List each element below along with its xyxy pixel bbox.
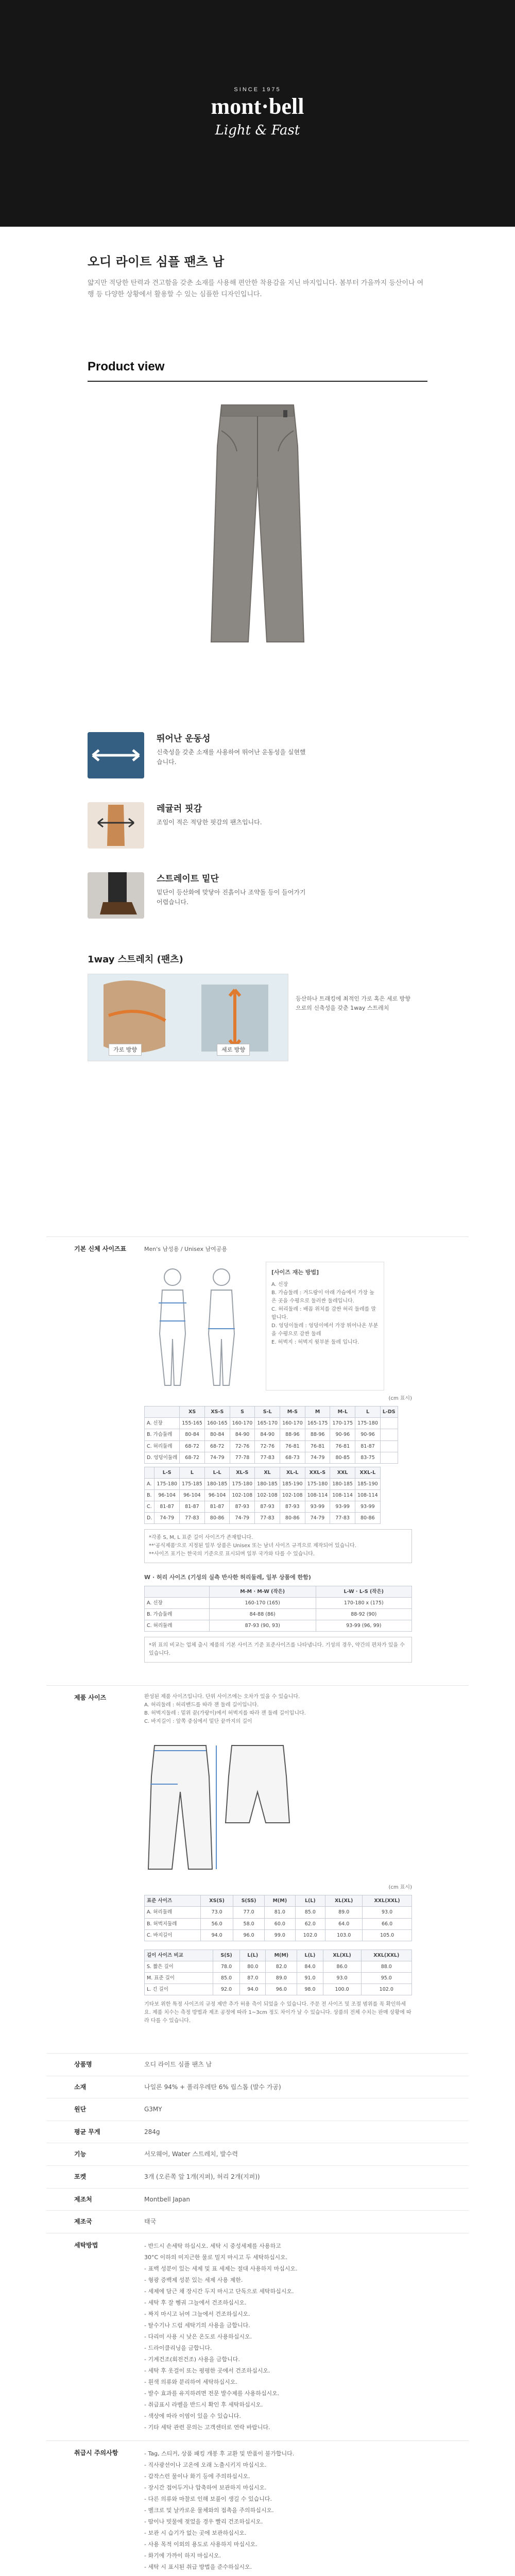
feature-title: 스트레이트 밑단 xyxy=(157,873,219,884)
stretch-title: 1way 스트레치 (팬츠) xyxy=(88,954,183,965)
table-row: S. 짧은 길이 78.0 80.0 82.0 84.0 86.0 88.0 xyxy=(145,1961,412,1972)
straight-hem-icon xyxy=(88,872,144,919)
stretch-desc: 등산하나 트래킹에 최적인 가로 혹은 세로 방향으로의 신축성을 갖춘 1way 스트레치 xyxy=(296,995,410,1012)
table-row: C. 허리둘레 87-93 (90, 93) 93-99 (96, 99) xyxy=(145,1620,412,1632)
table-row: B. 가슴둘레 84-88 (86) 88-92 (90) xyxy=(145,1609,412,1620)
wash-list: - 반드시 손세탁 하십시오. 세탁 시 중성세제를 사용하고 30°C 이하의 미지근한 물로 밀지 마시고 두 세탁하십시오. - 표백 성분이 있는 세제 및 표 세제는 절대 사용하지 마십시오. - 형광 증백제 성분 있는 세제 사용 제한. - 세제에 담근 채 장시간 두지 마시고 단독으로 세탁하십시오. - 세탁 후 잘 헹궈 그늘에서 건조하십시오. - 짜지 마시고 뉘여 그늘에서 건조하십시오. - 탈수기나 드럼 세탁기의 사용을 금합니다. - 다리미 사용 시 낮은 온도로 사용하십시오. - 드라이클리닝을 금합니다. - 기계건조(회전건조) 사용을 금합니다. - 세탁 후 옷걸이 또는 평평한 곳에서 건조하십시오. - 흰색 의류와 분리하여 세탁하십시오. - 발수 효과를 유지하려면 전문 발수제를 사용하십시오. - 취급표시 라벨을 반드시 확인 후 세탁하십시오. - 색상에 따라 이염이 있을 수 있습니다. - 기타 세탁 관련 문의는 고객센터로 연락 바랍니다. xyxy=(144,2242,298,2431)
product-size-notes: 기타보 위한 특정 사이즈의 규정 제반 추가 허용 측이 되었을 수 있습니다. 주문 전 사이즈 및 조절 범위를 꼭 확인하세요. 제품 치수는 측정 방법과 제조 공정에 따라 1~3cm 정도 차이가 날 수 있습니다. 상품의 전체 수치는 판매 상황에 따라 다를 수 있습니다. xyxy=(144,2002,411,2024)
body-size-table-1: XS XS-S S S-L M-S M M-L L L-DS A. 신장 155-165 160-165 160-170 165-170 160-170 165-175 170-175 175-180 B. 가슴둘레 80-84 80-84 84-90 84-90 88-96 88-96 90-96 90-96 C. 허리둘레 68-72 68-72 72-76 72-76 76-81 76-81 76-81 81-87 D. 엉덩이둘레 68-72 74-79 77-78 77-83 68-73 74-79 80-85 83-75 xyxy=(144,1406,398,1463)
brand-tagline: Light & Fast xyxy=(215,123,300,139)
info-row: 원단 G3MY xyxy=(46,2098,469,2121)
feature-desc: 조임이 적은 적당한 핏감의 팬츠입니다. xyxy=(157,818,262,826)
spec-section xyxy=(0,1236,515,2576)
product-title: 오디 라이트 심플 팬츠 남 xyxy=(88,255,225,269)
table-row: A. 신장 155-165 160-165 160-170 165-170 160-170 165-175 170-175 175-180 xyxy=(145,1418,398,1429)
measure-guide-title: [사이즈 재는 방법] xyxy=(271,1269,319,1276)
features-section xyxy=(0,670,515,919)
table-row: A. 175-180 175-185 180-185 175-180 180-185 185-190 175-180 180-185 185-190 xyxy=(145,1478,381,1489)
product-size-row: 제품 사이즈 완성된 제품 사이즈입니다. 단위 사이즈에는 오차가 있을 수 있습니다. A. 허리둘레 : 허리밴드를 따라 잰 둘레 길이입니다. B. 허벅지둘레 : 밑위 끝(가랑이)에서 허벅지를 따라 잰 둘레 길이입니다. C. 바지길이 : 앞쪽 중심에서 밑단 끝까지의 길이 (cm 표시) 표준 사이즈 XS(S) S(SS) M(M) L(L) XL(XL) XXL(XXL) A. 허리둘레 73.0 77.0 81.0 85.0 89.0 93.0 B. 허벅지둘레 56.0 58.0 60.0 62.0 64.0 66.0 C. 바지길이 94.0 96.0 99.0 102.0 103.0 105.0 길이 사이즈 비교 S(S) L(L) M(M) L(L) XL(XL) XXL(XXL) S. 짧은 길이 78.0 80.0 82.0 84.0 86.0 88.0 M. 표준 길이 85.0 87.0 89.0 91.0 93.0 95.0 L. 긴 길이 92.0 94.0 96.0 98.0 100.0 102.0 기타보 위한 특정 사이즈의 규정 제반 추가 허용 측이 되었을 수 있습니다. 주문 전 사이즈 및 조절 범위를 꼭 확인하세요. 제품 치수는 측정 방법과 제조 공정에 따라 1~3cm 정도 차이가 날 수 있습니다. 상품의 전체 수치는 판매 상황에 따라 다를 수 있습니다. xyxy=(46,1685,469,2032)
feature-item xyxy=(88,802,515,849)
caution-row xyxy=(46,2441,469,2576)
stretch-image xyxy=(88,974,288,1061)
table-row: A. 허리둘레 73.0 77.0 81.0 85.0 89.0 93.0 xyxy=(145,1907,412,1918)
table-row: M. 표준 길이 85.0 87.0 89.0 91.0 93.0 95.0 xyxy=(145,1972,412,1984)
info-row: 포켓 3개 (오른쪽 앞 1개(지퍼), 허리 2개(지퍼)) xyxy=(46,2165,469,2188)
table-row: C. 바지길이 94.0 96.0 99.0 102.0 103.0 105.0 xyxy=(145,1929,412,1941)
length-size-table: 길이 사이즈 비교 S(S) L(L) M(M) L(L) XL(XL) XXL(XXL) S. 짧은 길이 78.0 80.0 82.0 84.0 86.0 88.0 M. 표준 길이 85.0 87.0 89.0 91.0 93.0 95.0 L. 긴 길이 92.0 94.0 96.0 98.0 100.0 102.0 xyxy=(144,1950,412,1995)
table-row: L. 긴 길이 92.0 94.0 96.0 98.0 100.0 102.0 xyxy=(145,1984,412,1995)
info-row: 기능 서모웨어, Water 스트레치, 발수력 xyxy=(46,2143,469,2165)
since-text: SINCE 1975 xyxy=(234,87,281,93)
product-view-heading: Product view xyxy=(88,357,427,381)
feature-item xyxy=(88,732,515,778)
feature-title: 레귤러 핏감 xyxy=(157,803,202,814)
table-row: C. 허리둘레 68-72 68-72 72-76 72-76 76-81 76-81 76-81 81-87 xyxy=(145,1440,398,1452)
body-size-table-2: L-S L L-L XL-S XL XL-L XXL-S XXL XXL-L A. 175-180 175-185 180-185 175-180 180-185 185-190 175-180 180-185 185-190 B. 96-104 96-104 96-104 102-108 102-108 102-108 108-114 108-114 108-114 C. 81-87 81-87 81-87 87-93 87-93 87-93 93-99 93-99 93-99 D. 74-79 77-83 80-86 74-79 77-83 80-86 74-79 77-83 80-86 xyxy=(144,1467,381,1524)
product-size-table: 표준 사이즈 XS(S) S(SS) M(M) L(L) XL(XL) XXL(XXL) A. 허리둘레 73.0 77.0 81.0 85.0 89.0 93.0 B. 허벅지둘레 56.0 58.0 60.0 62.0 64.0 66.0 C. 바지길이 94.0 96.0 99.0 102.0 103.0 105.0 xyxy=(144,1895,412,1941)
feature-desc: 신축성을 갖춘 소재를 사용하여 뛰어난 운동성을 실현했습니다. xyxy=(157,748,306,766)
body-measure-illustration xyxy=(144,1262,258,1391)
body-size-subtitle: Men's 남성용 / Unisex 남여공용 xyxy=(144,1246,227,1253)
table-row: B. 허벅지둘레 56.0 58.0 60.0 62.0 64.0 66.0 xyxy=(145,1918,412,1929)
product-size-label: 제품 사이즈 xyxy=(74,1694,107,1702)
product-image xyxy=(0,382,515,670)
body-size-label: 기본 신체 사이즈표 xyxy=(74,1245,127,1253)
vertical-label: 세로 방향 xyxy=(217,1044,250,1056)
info-row: 제조국 태국 xyxy=(46,2210,469,2233)
regular-fit-icon xyxy=(88,802,144,849)
feature-title: 뛰어난 운동성 xyxy=(157,733,211,744)
info-row: 소재 나일론 94% + 폴리우레탄 6% 립스톱 (발수 가공) xyxy=(46,2076,469,2098)
measure-guide-box: [사이즈 재는 방법] A. 신장 B. 가슴둘레 : 겨드랑이 아래 가슴에서 가장 높은 곳을 수평으로 둘러싼 둘레입니다. C. 허리둘레 : 배꼽 위치를 감싼 허리 둘레를 말합니다. D. 엉덩이둘레 : 엉덩이에서 가장 튀어나온 부분을 수평으로 감싼 둘레 E. 허벅지 : 허벅지 윗부분 둘레 입니다. xyxy=(266,1262,384,1391)
waist-size-title: W · 허리 사이즈 (기성의 실측 반사한 허리둘레, 일부 상품에 한함) xyxy=(144,1574,311,1581)
horizontal-label: 가로 방향 xyxy=(109,1044,142,1056)
brand-logo: mont·bell xyxy=(211,94,304,120)
table-row: C. 81-87 81-87 81-87 87-93 87-93 87-93 93-99 93-99 93-99 xyxy=(145,1501,381,1513)
wash-label: 세탁방법 xyxy=(74,2241,98,2249)
caution-label: 취급시 주의사항 xyxy=(74,2449,118,2456)
pants-illustration xyxy=(206,400,309,652)
product-intro xyxy=(0,227,515,300)
stretch-section xyxy=(0,942,515,1062)
info-row: 제조처 Montbell Japan xyxy=(46,2188,469,2211)
body-size-row: 기본 신체 사이즈표 Men's 남성용 / Unisex 남여공용 [사이즈 재는 방법] A. 신장 B. 가슴둘레 : 겨드랑이 아래 가슴에서 가장 높은 곳을 수평으로 둘러싼 둘레입니다. C. 허리둘레 : 배꼽 위치를 감싼 허리 둘레를 말합니다. D. 엉덩이둘레 : 엉덩이에서 가장 튀어나온 부분을 수평으로 감싼 둘레 E. 허벅지 : 허벅지 윗부분 둘레 입니다. (cm 표시) XS XS-S S S-L M-S M M-L L L-DS A. 신장 155-165 160-165 160-170 165-170 160-170 165-175 170-175 175-180 B. 가슴둘레 80-84 80-84 84-90 84-90 88-96 88-96 90-96 90-96 C. 허리둘레 68-72 68-72 72-76 72-76 76-81 76-81 76-81 81-87 D. 엉덩이둘레 68-72 74-79 77-78 77-83 68-73 74-79 80-85 83-75 L-S L L-L XL-S XL XL-L XXL-S XXL XXL-L A. 175-180 175-185 180-185 175-180 180-185 185-190 175-180 180-185 185-190 B. 96-104 96-104 96-104 102-108 102-108 102-108 108-114 108-114 108-114 C. 81-87 81-87 81-87 87-93 87-93 87-93 93-99 93-99 93-99 D. 74-79 77-83 80-86 74-79 77-83 80-86 74-79 77-83 80-86 *각종 S, M, L 표준 길이 사이즈가 존재합니다. **'공식제품'으로 지정된 일부 상품은 Unisex 또는 남녀 사이즈 규격으로 제작되어 있습니다. **사이즈 표기는 한국의 기준으로 표시되며 일부 국가와 다를 수 있습니다. W · 허리 사이즈 (기성의 실측 반사한 허리둘레, 일부 상품에 한함) M-M · M-W (작은) L-W · L-S (작은) A. 신장 160-170 (165) 170-180 x (175) B. 가슴둘레 84-88 (86) 88-92 (90) C. 허리둘레 87-93 (90, 93) 93-99 (96, 99) *위 표의 비교는 업체 출시 제품의 기본 사이즈 기준 표준사이즈를 나타냅니다. 기성의 경우, 약간의 편차가 있을 수 있습니다. xyxy=(46,1236,469,1670)
waist-notes-box: *위 표의 비교는 업체 출시 제품의 기본 사이즈 기준 표준사이즈를 나타냅니다. 기성의 경우, 약간의 편차가 있을 수 있습니다. xyxy=(144,1637,412,1663)
pants-measure-illustration xyxy=(144,1735,299,1879)
table-row: A. 신장 160-170 (165) 170-180 x (175) xyxy=(145,1598,412,1609)
info-row: 상품명 오디 라이트 심플 팬츠 남 xyxy=(46,2053,469,2076)
stretch-fabric-icon xyxy=(88,732,144,778)
table-row: B. 96-104 96-104 96-104 102-108 102-108 102-108 108-114 108-114 108-114 xyxy=(145,1489,381,1501)
wash-row xyxy=(46,2233,469,2441)
table-row: D. 74-79 77-83 80-86 74-79 77-83 80-86 74-79 77-83 80-86 xyxy=(145,1513,381,1524)
size-notes-box: *각종 S, M, L 표준 길이 사이즈가 존재합니다. **'공식제품'으로 지정된 일부 상품은 Unisex 또는 남녀 사이즈 규격으로 제작되어 있습니다. **사이즈 표기는 한국의 기준으로 표시되며 일부 국가와 다를 수 있습니다. xyxy=(144,1529,412,1563)
table-row: D. 엉덩이둘레 68-72 74-79 77-78 77-83 68-73 74-79 80-85 83-75 xyxy=(145,1452,398,1463)
table-row: B. 가슴둘레 80-84 80-84 84-90 84-90 88-96 88-96 90-96 90-96 xyxy=(145,1429,398,1440)
product-info-list xyxy=(46,2053,469,2233)
feature-desc: 밑단이 등산화에 맞닿아 진흙이나 조약돌 등이 들어가기 어렵습니다. xyxy=(157,888,306,906)
brand-header xyxy=(0,0,515,227)
caution-list: - Tag, 스티커, 상품 패킹 개봉 후 교환 및 반품이 불가합니다. - 직사광선이나 고온에 오래 노출시키지 마십시오. - 갑작스런 물이나 화기 등에 주의하십시오. - 장시간 접어두거나 압축하여 보관하지 마십시오. - 다른 의류와 마찰로 인해 보풀이 생길 수 있습니다. - 벨크로 및 날카로운 물체와의 접촉을 주의하십시오. - 땀이나 빗물에 젖었을 경우 빨리 건조하십시오. - 보관 시 습기가 없는 곳에 보관하십시오. - 사용 목적 이외의 용도로 사용하지 마십시오. - 화기에 가까이 하지 마십시오. - 세탁 시 표시된 취급 방법을 준수하십시오. xyxy=(144,2450,295,2570)
waist-size-table: M-M · M-W (작은) L-W · L-S (작은) A. 신장 160-170 (165) 170-180 x (175) B. 가슴둘레 84-88 (86) 88-92 (90) C. 허리둘레 87-93 (90, 93) 93-99 (96, 99) xyxy=(144,1586,412,1632)
feature-item xyxy=(88,872,515,919)
info-row: 평균 무게 284g xyxy=(46,2121,469,2143)
product-description: 얇지만 적당한 탄력과 견고함을 갖춘 소재를 사용해 편안한 착용감을 지닌 바지입니다. 봄부터 가을까지 등산이나 여행 등 다양한 상황에서 활용할 수 있는 심플한 디자인입니다. xyxy=(88,279,424,299)
